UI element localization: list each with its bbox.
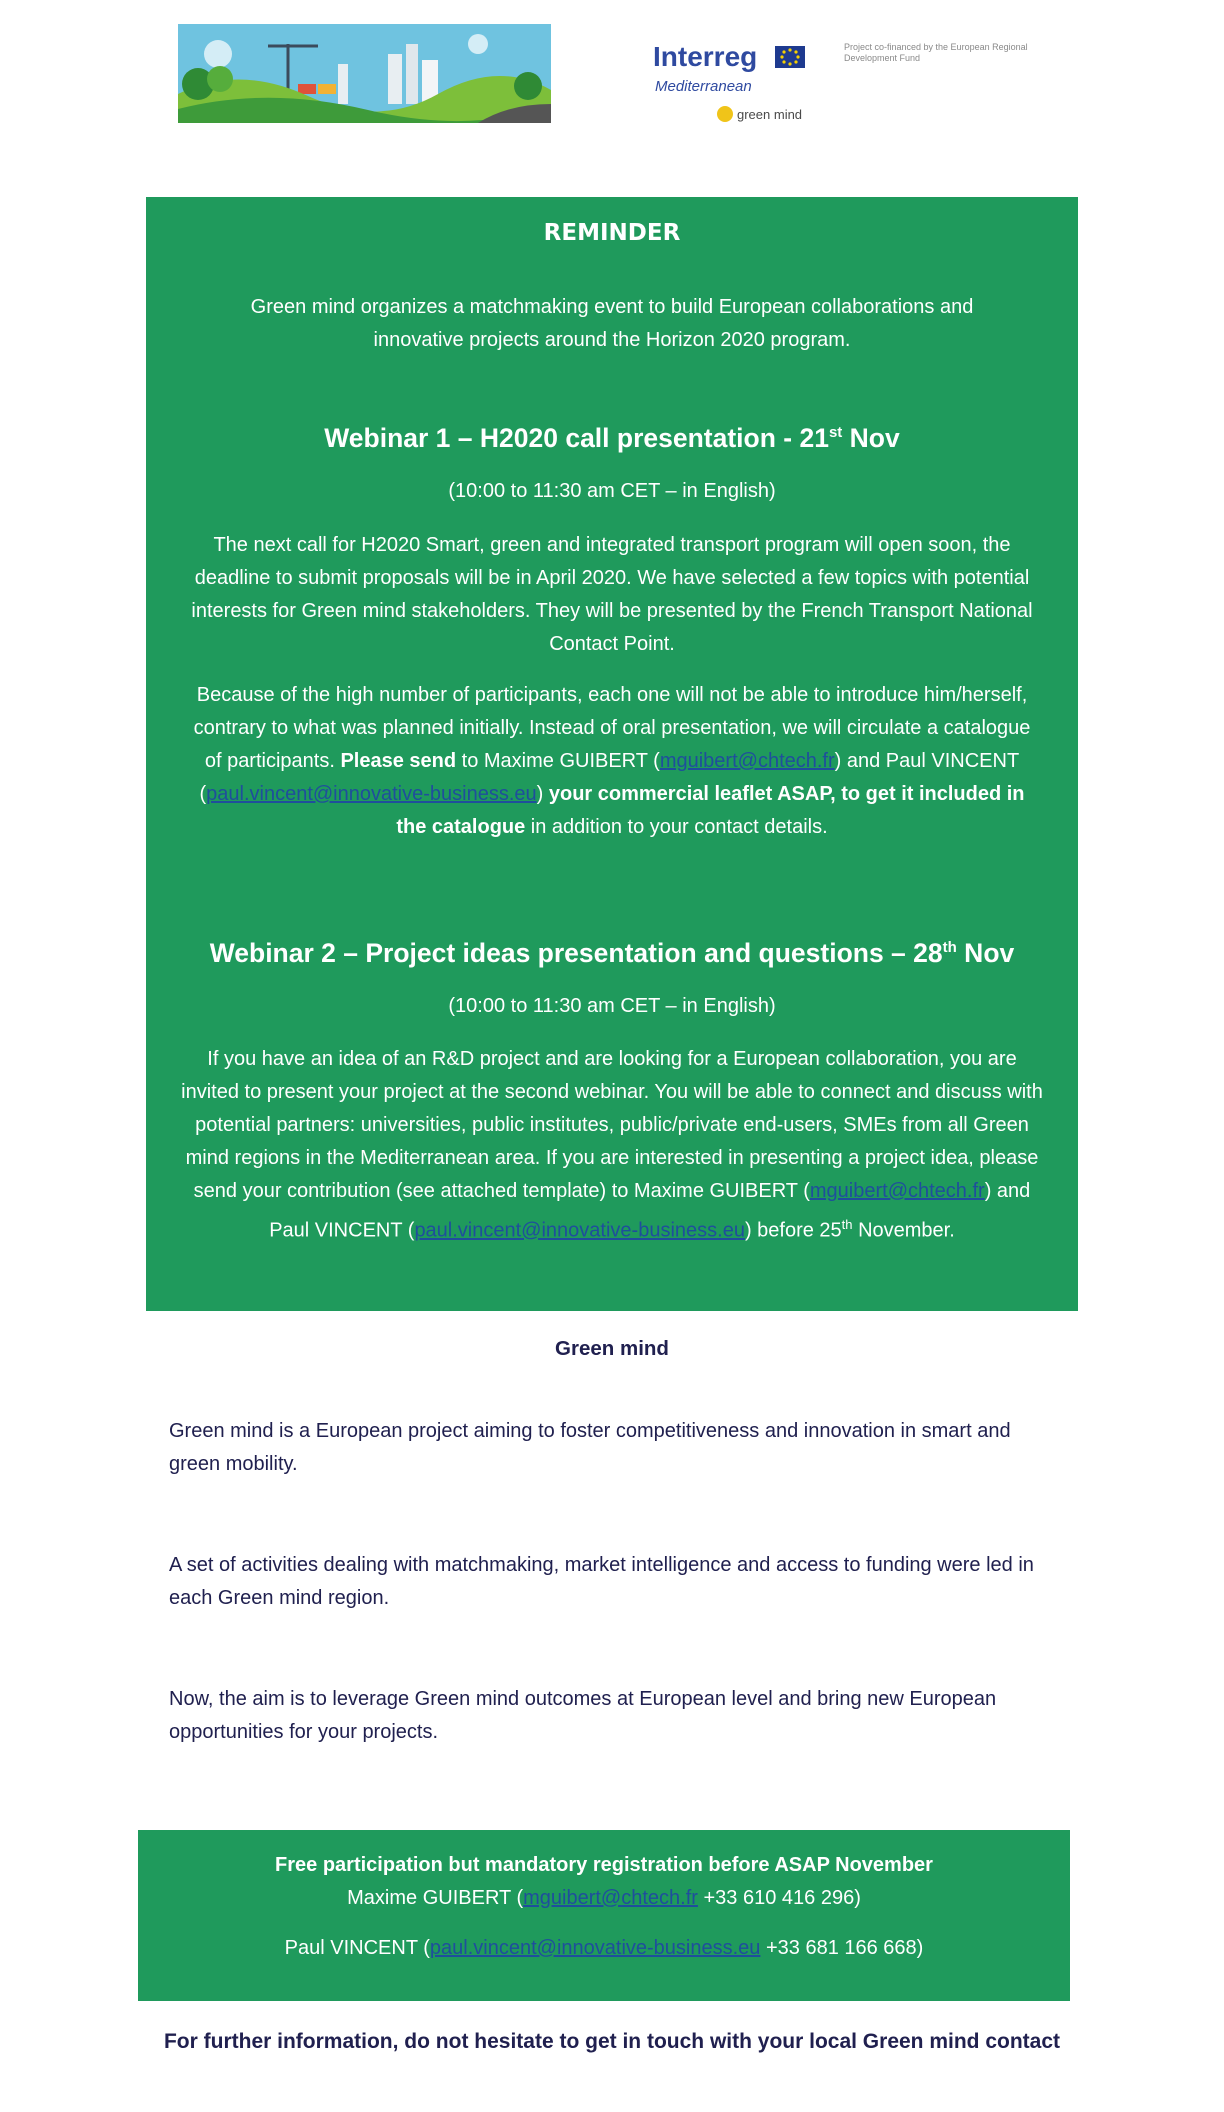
cofinance-text: Project co-financed by the European Regional Development Fund (844, 42, 1028, 63)
header-banner-illustration (178, 24, 551, 123)
logo-brand: Interreg (653, 41, 758, 72)
email-link-paul-3[interactable]: paul.vincent@innovative-business.eu (429, 1937, 761, 1959)
reminder-block (146, 197, 1078, 1311)
intro-paragraph: Green mind organizes a matchmaking event to build European collaborations and innovative projects around the Horizon 2020 program. (250, 296, 974, 351)
webinar-1-catalogue-note: Because of the high number of participants, each one will not be able to introduce him/herself, contrary to what was planned initially. Instead of oral presentation, we will circulate a catalogue of participants. Please send to Maxime GUIBERT (mguibert@chtech.fr) and Paul VINCENT (paul.vincent@innovative-business.eu) your commercial leaflet ASAP, to get it included in the catalogue in addition to your contact details. (193, 684, 1031, 838)
reminder-heading: REMINDER (543, 220, 681, 246)
footer-note: For further information, do not hesitate to get in touch with your local Green mind contact (163, 2030, 1061, 2053)
registration-block (138, 1830, 1070, 2001)
email-link-paul-2[interactable]: paul.vincent@innovative-business.eu (414, 1219, 745, 1242)
green-mind-title: Green mind (555, 1337, 669, 1360)
email-link-maxime[interactable]: mguibert@chtech.fr (659, 750, 835, 772)
email-link-maxime-3[interactable]: mguibert@chtech.fr (523, 1887, 698, 1909)
contact-maxime: Maxime GUIBERT (mguibert@chtech.fr +33 610 416 296) (347, 1887, 861, 1909)
interreg-logo (645, 36, 835, 128)
contact-paul: Paul VINCENT (paul.vincent@innovative-business.eu +33 681 166 668) (284, 1937, 924, 1959)
logo-region: Mediterranean (655, 78, 752, 95)
logo-project: green mind (737, 107, 803, 122)
email-link-maxime-2[interactable]: mguibert@chtech.fr (809, 1180, 985, 1202)
email-link-paul[interactable]: paul.vincent@innovative-business.eu (206, 783, 537, 805)
webinar-2-title: Webinar 2 – Project ideas presentation and questions – 28th Nov (209, 938, 1015, 968)
webinar-2-time: (10:00 to 11:30 am CET – in English) (448, 995, 776, 1017)
registration-headline: Free participation but mandatory registration before ASAP November (275, 1854, 933, 1876)
webinar-1-time: (10:00 to 11:30 am CET – in English) (448, 480, 776, 502)
green-mind-paragraph-2: A set of activities dealing with matchmaking, market intelligence and access to funding were led in each Green mind region. (169, 1554, 1034, 1609)
webinar-1-description: The next call for H2020 Smart, green and integrated transport program will open soon, the deadline to submit proposals will be in April 2020. We have selected a few topics with potential interests for Green mind stakeholders. They will be presented by the French Transport National Contact Point. (191, 534, 1033, 655)
webinar-1-title: Webinar 1 – H2020 call presentation - 21st Nov (324, 423, 900, 453)
green-mind-paragraph-1: Green mind is a European project aiming to foster competitiveness and innovation in smart and green mobility. (169, 1420, 1011, 1475)
webinar-2-description: If you have an idea of an R&D project and are looking for a European collaboration, you are invited to present your project at the second webinar. You will be able to connect and discuss with potential partners: universities, public institutes, public/private end-users, SMEs from all Green mind regions in the Mediterranean area. If you are interested in presenting a project idea, please send your contribution (see attached template) to Maxime GUIBERT (mguibert@chtech.fr) and Paul VINCENT (paul.vincent@innovative-business.eu) before 25th November. (181, 1048, 1043, 1242)
green-mind-paragraph-3: Now, the aim is to leverage Green mind outcomes at European level and bring new European opportunities for your projects. (169, 1688, 997, 1743)
